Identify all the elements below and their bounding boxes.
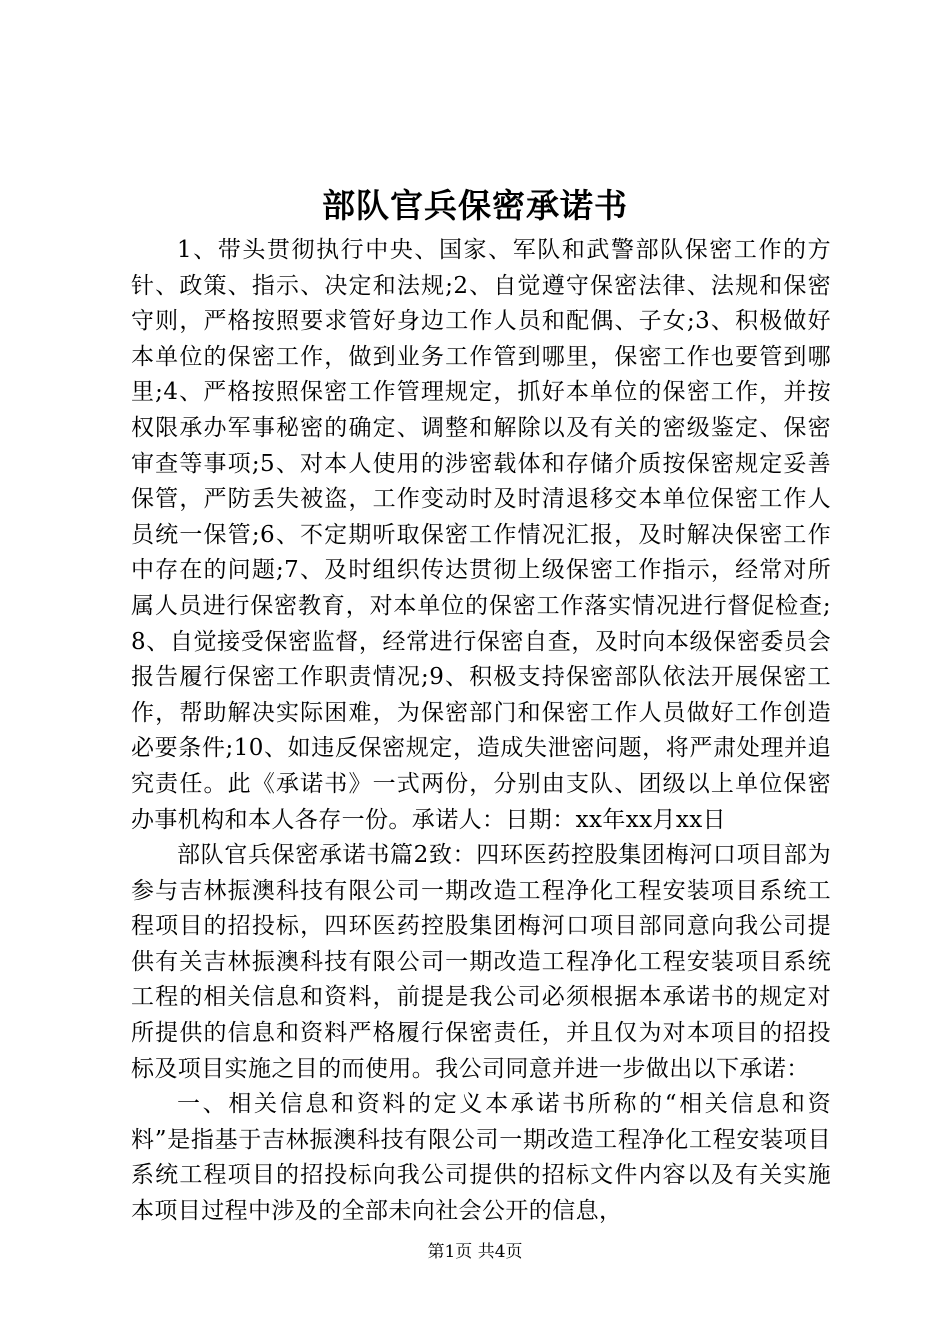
paragraph-pledge-items: 1、带头贯彻执行中央、国家、军队和武警部队保密工作的方针、政策、指示、决定和法规;2、自觉遵守保密法律、法规和保密守则，严格按照要求管好身边工作人员和配偶、子女;3、积极做好本单位的保密工作，做到业务工作管到哪里，保密工作也要管到哪里;4、严格按照保密工作管理规定，抓好本单位的保密工作，并按权限承办军事秘密的确定、调整和解除以及有关的密级鉴定、保密审查等事项;5、对本人使用的涉密载体和存储介质按保密规定妥善保管，严防丢失被盗，工作变动时及时清退移交本单位保密工作人员统一保管;6、不定期听取保密工作情况汇报，及时解决保密工作中存在的问题;7、及时组织传达贯彻上级保密工作指示，经常对所属人员进行保密教育，对本单位的保密工作落实情况进行督促检查;8、自觉接受保密监督，经常进行保密自查，及时向本级保密委员会报告履行保密工作职责情况;9、积极支持保密部队依法开展保密工作，帮助解决实际困难，为保密部门和保密工作人员做好工作创造必要条件;10、如违反保密规定，造成失泄密问题，将严肃处理并追究责任。此《承诺书》一式两份，分别由支队、团级以上单位保密办事机构和本人各存一份。承诺人：日期：xx年xx月xx日 bbox=[131, 237, 831, 833]
page-number-footer: 第1页 共4页 bbox=[427, 1242, 523, 1262]
document-title: 部队官兵保密承诺书 bbox=[322, 186, 628, 225]
paragraph-definition: 一、相关信息和资料的定义本承诺书所称的“相关信息和资料”是指基于吉林振澳科技有限公司一期改造工程净化工程安装项目系统工程项目的招投标向我公司提供的招标文件内容以及有关实施本项目过程中涉及的全部未向社会公开的信息， bbox=[131, 1091, 831, 1225]
paragraph-article-2-intro: 部队官兵保密承诺书篇2致：四环医药控股集团梅河口项目部为参与吉林振澳科技有限公司一期改造工程净化工程安装项目系统工程项目的招投标，四环医药控股集团梅河口项目部同意向我公司提供有关吉林振澳科技有限公司一期改造工程净化工程安装项目系统工程的相关信息和资料，前提是我公司必须根据本承诺书的规定对所提供的信息和资料严格履行保密责任，并且仅为对本项目的招投标及项目实施之目的而使用。我公司同意并进一步做出以下承诺： bbox=[131, 842, 831, 1082]
document-body bbox=[131, 233, 831, 1230]
